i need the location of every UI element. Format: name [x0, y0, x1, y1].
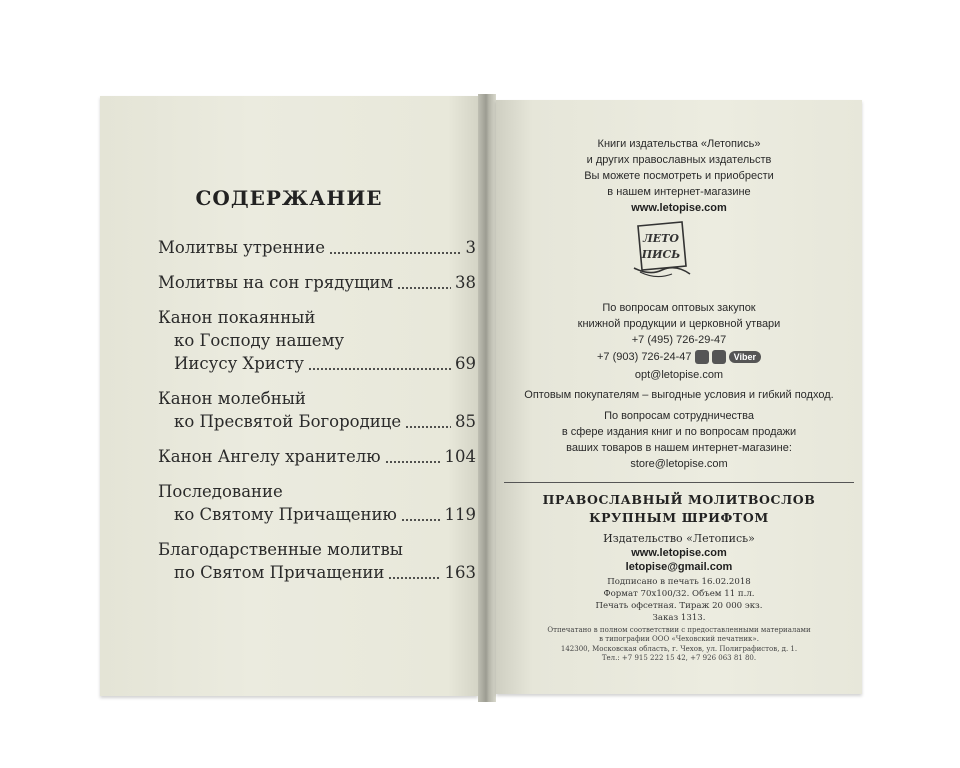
- wholesale-phone: +7 (495) 726-29-47: [631, 334, 727, 346]
- toc-line: [158, 389, 476, 411]
- toc-leader-dots: [401, 519, 440, 521]
- toc-line: [158, 273, 476, 295]
- toc-entry-text: ко Святому Причащению: [174, 505, 397, 524]
- imprint-line: Формат 70х100/32. Объем 11 п.л.: [603, 589, 755, 599]
- book-title-line: КРУПНЫМ ШРИФТОМ: [589, 510, 769, 525]
- toc-page-number: 69: [455, 354, 476, 373]
- toc-leader-dots: [405, 426, 451, 428]
- left-page: [100, 96, 478, 696]
- toc-line: [158, 412, 476, 434]
- toc-entry-text: Канон покаянный: [158, 308, 316, 327]
- toc-entry-text: Молитвы на сон грядущим: [158, 273, 394, 292]
- imprint-line: Заказ 1313.: [652, 613, 706, 623]
- printing-line: Отпечатано в полном соответствии с предоставленными материалами: [547, 626, 811, 634]
- toc-line: [158, 354, 476, 376]
- toc-leader-dots: [385, 461, 440, 463]
- toc-entry-text: ко Пресвятой Богородице: [174, 412, 402, 431]
- cooperation-line: По вопросам сотрудничества: [604, 410, 754, 422]
- telegram-icon: [712, 350, 726, 364]
- toc-line: [158, 238, 476, 260]
- toc-page-number: 163: [444, 563, 476, 582]
- book-gutter: [478, 94, 496, 702]
- toc-page-number: 3: [465, 238, 476, 257]
- toc-page-number: 104: [444, 447, 476, 466]
- intro-line: Вы можете посмотреть и приобрести: [584, 170, 774, 182]
- printing-line: Тел.: +7 915 222 15 42, +7 926 063 81 80.: [601, 654, 757, 662]
- toc-entry-text: ко Господу нашему: [174, 331, 345, 350]
- toc-leader-dots: [329, 252, 461, 254]
- toc-title: СОДЕРЖАНИЕ: [195, 186, 383, 210]
- toc-line: [158, 540, 476, 562]
- opt-email: opt@letopise.com: [634, 369, 724, 381]
- wholesale-line: По вопросам оптовых закупок: [602, 302, 756, 314]
- phone-with-messengers: [496, 350, 862, 364]
- toc-entry-text: Канон Ангелу хранителю: [158, 447, 381, 466]
- toc-entry-text: по Святом Причащении: [174, 563, 385, 582]
- wholesale-line: книжной продукции и церковной утвари: [577, 318, 781, 330]
- whatsapp-icon: [695, 350, 709, 364]
- toc-line: [158, 447, 476, 469]
- toc-line: [158, 505, 476, 527]
- imprint-line: Печать офсетная. Тираж 20 000 экз.: [595, 601, 763, 611]
- publisher: Издательство «Летопись»: [603, 532, 755, 545]
- toc-line: [158, 308, 476, 330]
- toc-page-number: 119: [444, 505, 476, 524]
- letopis-logo-icon: [632, 218, 692, 282]
- toc-leader-dots: [308, 368, 451, 370]
- toc-line: [158, 563, 476, 585]
- printing-line: в типографии ООО «Чеховский печатник».: [599, 635, 759, 643]
- toc-entry-text: Благодарственные молитвы: [158, 540, 403, 559]
- intro-url: www.letopise.com: [631, 202, 727, 214]
- printing-line: 142300, Московская область, г. Чехов, ул. Полиграфистов, д. 1.: [560, 645, 798, 653]
- publisher-email: letopise@gmail.com: [625, 561, 733, 573]
- toc-entry-text: Молитвы утренние: [158, 238, 326, 257]
- intro-line: в нашем интернет-магазине: [607, 186, 751, 198]
- toc-line: [158, 331, 476, 353]
- phone2: +7 (903) 726-24-47: [596, 350, 692, 363]
- book-title-line: ПРАВОСЛАВНЫЙ МОЛИТВОСЛОВ: [542, 492, 816, 507]
- store-email: store@letopise.com: [630, 458, 728, 470]
- divider: [504, 482, 854, 483]
- logo-text: ПИСЬ: [641, 248, 681, 261]
- intro-line: Книги издательства «Летопись»: [597, 138, 761, 150]
- toc-page-number: 85: [455, 412, 476, 431]
- toc-entry-text: Последование: [158, 482, 283, 501]
- toc-entry-text: Иисусу Христу: [174, 354, 304, 373]
- wholesale-offer: Оптовым покупателям – выгодные условия и гибкий подход.: [524, 389, 834, 401]
- logo-text: ЛЕТО: [643, 232, 679, 245]
- publisher-url: www.letopise.com: [631, 547, 727, 559]
- viber-icon: Viber: [729, 351, 761, 363]
- cooperation-line: ваших товаров в нашем интернет-магазине:: [566, 442, 792, 454]
- imprint-line: Подписано в печать 16.02.2018: [607, 577, 751, 587]
- toc-leader-dots: [388, 577, 440, 579]
- right-page: [496, 100, 862, 694]
- toc-page-number: 38: [455, 273, 476, 292]
- intro-line: и других православных издательств: [586, 154, 772, 166]
- toc-entry-text: Канон молебный: [158, 389, 306, 408]
- cooperation-line: в сфере издания книг и по вопросам продажи: [561, 426, 797, 438]
- toc-leader-dots: [397, 287, 451, 289]
- toc-line: [158, 482, 476, 504]
- open-book: [92, 96, 872, 704]
